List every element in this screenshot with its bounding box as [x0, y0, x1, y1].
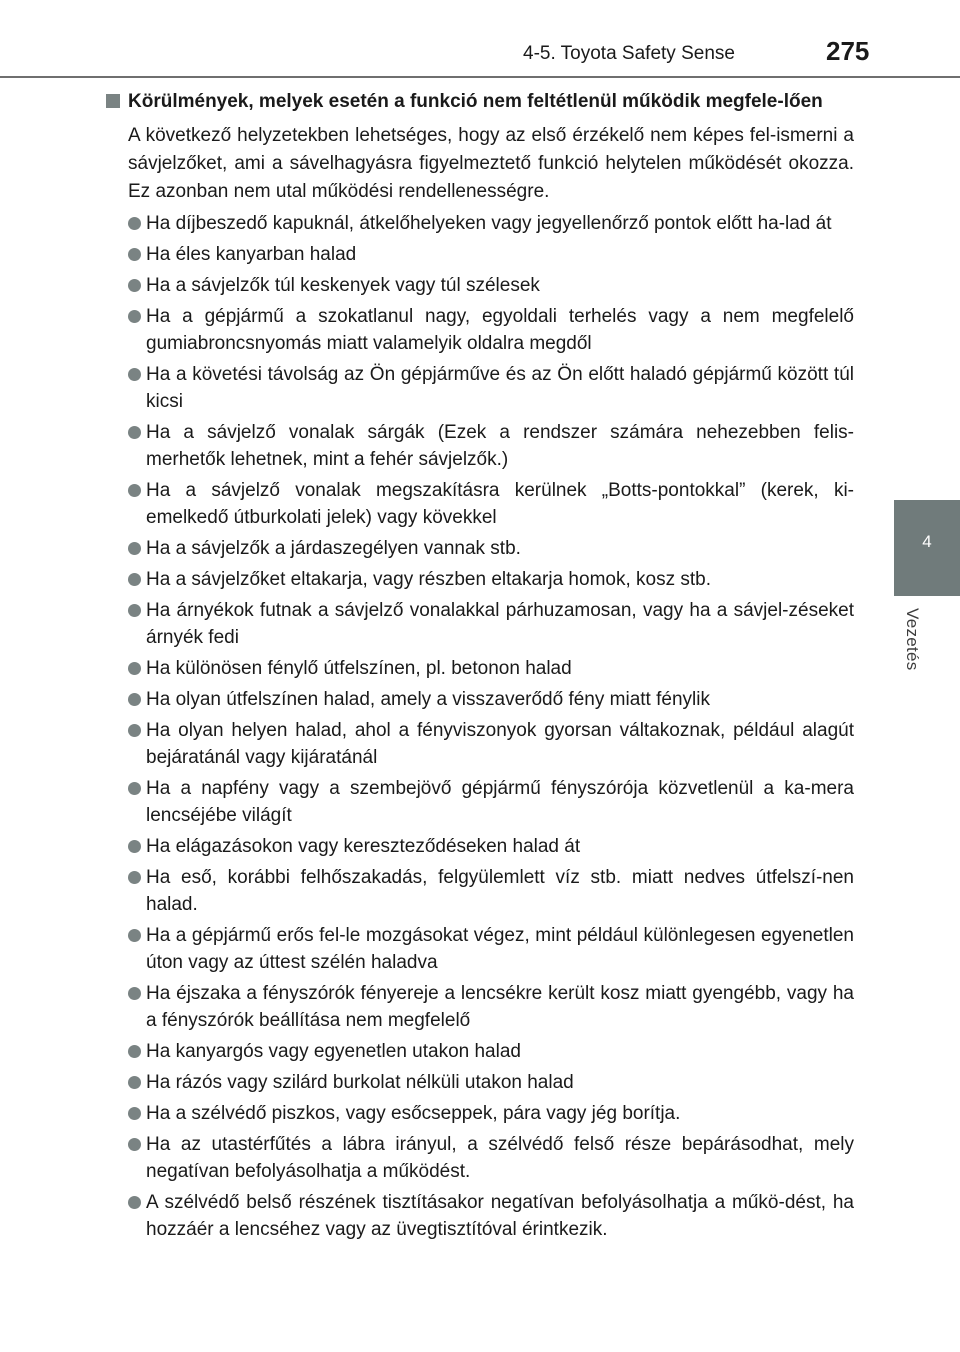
list-item — [128, 535, 854, 562]
section-title: 4-5. Toyota Safety Sense — [523, 43, 735, 64]
list-item — [128, 1189, 854, 1243]
section-heading-text: Körülmények, melyek esetén a funkció nem feltétlenül működik megfele-lően — [128, 91, 823, 112]
list-item — [128, 833, 854, 860]
bullet-dot-icon — [128, 782, 141, 795]
bullet-dot-icon — [128, 217, 141, 230]
page-number: 275 — [826, 36, 870, 66]
list-item — [128, 241, 854, 268]
list-item-text: Ha árnyékok futnak a sávjelző vonalakkal párhuzamosan, vagy ha a sávjel-zéseket árnyék fedi — [146, 600, 854, 648]
list-item-text: Ha a gépjármű erős fel-le mozgásokat végez, mint például különlegesen egyenetlen úton vagy az úttest szélén haladva — [146, 925, 854, 973]
header-divider — [0, 76, 960, 78]
list-item — [128, 1131, 854, 1185]
list-item-text: Ha rázós vagy szilárd burkolat nélküli utakon halad — [146, 1072, 574, 1093]
list-item — [128, 361, 854, 415]
bullet-dot-icon — [128, 1196, 141, 1209]
intro-paragraph: A következő helyzetekben lehetséges, hogy az első érzékelő nem képes fel-ismerni a sávjelzőket, ami a sávelhagyásra figyelmeztető funkció helytelen működését okozza. Ez azonban nem utal működési rendellenességre. — [128, 125, 854, 202]
chapter-number: 4 — [922, 532, 932, 551]
list-item-text: Ha éles kanyarban halad — [146, 244, 357, 265]
section-heading — [106, 88, 854, 116]
list-item-text: Ha a sávjelzők a járdaszegélyen vannak stb. — [146, 538, 521, 559]
list-item — [128, 655, 854, 682]
list-item — [128, 1100, 854, 1127]
list-item — [128, 775, 854, 829]
list-item-text: Ha a követési távolság az Ön gépjárműve és az Ön előtt haladó gépjármű között túl kicsi — [146, 364, 854, 412]
list-item-text: Ha éjszaka a fényszórók fényereje a lencsékre került kosz miatt gyengébb, vagy ha a fényszórók beállítása nem megfelelő — [146, 983, 854, 1031]
list-item-text: Ha a sávjelzőket eltakarja, vagy részben eltakarja homok, kosz stb. — [146, 569, 711, 590]
bullet-dot-icon — [128, 368, 141, 381]
bullet-dot-icon — [128, 573, 141, 586]
list-item-text: Ha a gépjármű a szokatlanul nagy, egyoldali terhelés vagy a nem megfelelő gumiabroncsnyomás miatt valamelyik oldalra megdől — [146, 306, 854, 354]
list-item-text: Ha díjbeszedő kapuknál, átkelőhelyeken vagy jegyellenőrző pontok előtt ha-lad át — [146, 213, 832, 234]
list-item — [128, 980, 854, 1034]
list-item — [128, 922, 854, 976]
list-item-text: Ha az utastérfűtés a lábra irányul, a szélvédő felső része bepárásodhat, mely negatívan befolyásolhatja a működést. — [146, 1134, 854, 1182]
list-item-text: Ha elágazásokon vagy kereszteződéseken halad át — [146, 836, 581, 857]
bullet-dot-icon — [128, 1138, 141, 1151]
list-item — [128, 686, 854, 713]
bullet-dot-icon — [128, 724, 141, 737]
bullet-dot-icon — [128, 1045, 141, 1058]
list-item — [128, 419, 854, 473]
list-item-text: Ha a napfény vagy a szembejövő gépjármű fényszórója közvetlenül a ka-mera lencséjébe világít — [146, 778, 854, 826]
bullet-dot-icon — [128, 426, 141, 439]
main-content — [106, 88, 854, 1243]
list-item-text: Ha eső, korábbi felhőszakadás, felgyülemlett víz stb. miatt nedves útfelszí-nen halad. — [146, 867, 854, 915]
bullet-dot-icon — [128, 871, 141, 884]
bullet-dot-icon — [128, 310, 141, 323]
bullet-dot-icon — [128, 279, 141, 292]
list-item — [128, 597, 854, 651]
bullet-dot-icon — [128, 662, 141, 675]
condition-list — [106, 210, 854, 1243]
list-item-text: Ha a sávjelző vonalak megszakításra kerülnek „Botts-pontokkal” (kerek, ki-emelkedő útburkolati jelek) vagy kövekkel — [146, 480, 854, 528]
list-item-text: Ha a sávjelző vonalak sárgák (Ezek a rendszer számára nehezebben felis-merhetők lehetnek, mint a fehér sávjelzők.) — [146, 422, 854, 470]
bullet-dot-icon — [128, 693, 141, 706]
list-item-text: Ha a sávjelzők túl keskenyek vagy túl szélesek — [146, 275, 540, 296]
bullet-dot-icon — [128, 484, 141, 497]
list-item — [128, 272, 854, 299]
bullet-dot-icon — [128, 542, 141, 555]
list-item-text: Ha különösen fénylő útfelszínen, pl. betonon halad — [146, 658, 572, 679]
list-item-text: Ha olyan helyen halad, ahol a fényviszonyok gyorsan váltakoznak, például alagút bejáratánál vagy kijáratánál — [146, 720, 854, 768]
list-item — [128, 210, 854, 237]
list-item — [128, 1038, 854, 1065]
bullet-dot-icon — [128, 1076, 141, 1089]
list-item — [128, 1069, 854, 1096]
chapter-tab — [894, 500, 960, 596]
chapter-label: Vezetés — [903, 608, 922, 671]
list-item-text: Ha olyan útfelszínen halad, amely a visszaverődő fény miatt fénylik — [146, 689, 710, 710]
list-item — [128, 303, 854, 357]
bullet-dot-icon — [128, 248, 141, 261]
list-item — [128, 477, 854, 531]
list-item-text: A szélvédő belső részének tisztításakor negatívan befolyásolhatja a műkö-dést, ha hozzáér a lencséhez vagy az üvegtisztítóval érintkezik. — [146, 1192, 854, 1240]
square-bullet-icon — [106, 94, 120, 108]
bullet-dot-icon — [128, 987, 141, 1000]
bullet-dot-icon — [128, 604, 141, 617]
bullet-dot-icon — [128, 1107, 141, 1120]
bullet-dot-icon — [128, 840, 141, 853]
list-item-text: Ha a szélvédő piszkos, vagy esőcseppek, pára vagy jég borítja. — [146, 1103, 681, 1124]
list-item — [128, 566, 854, 593]
bullet-dot-icon — [128, 929, 141, 942]
list-item — [128, 864, 854, 918]
list-item-text: Ha kanyargós vagy egyenetlen utakon halad — [146, 1041, 521, 1062]
list-item — [128, 717, 854, 771]
